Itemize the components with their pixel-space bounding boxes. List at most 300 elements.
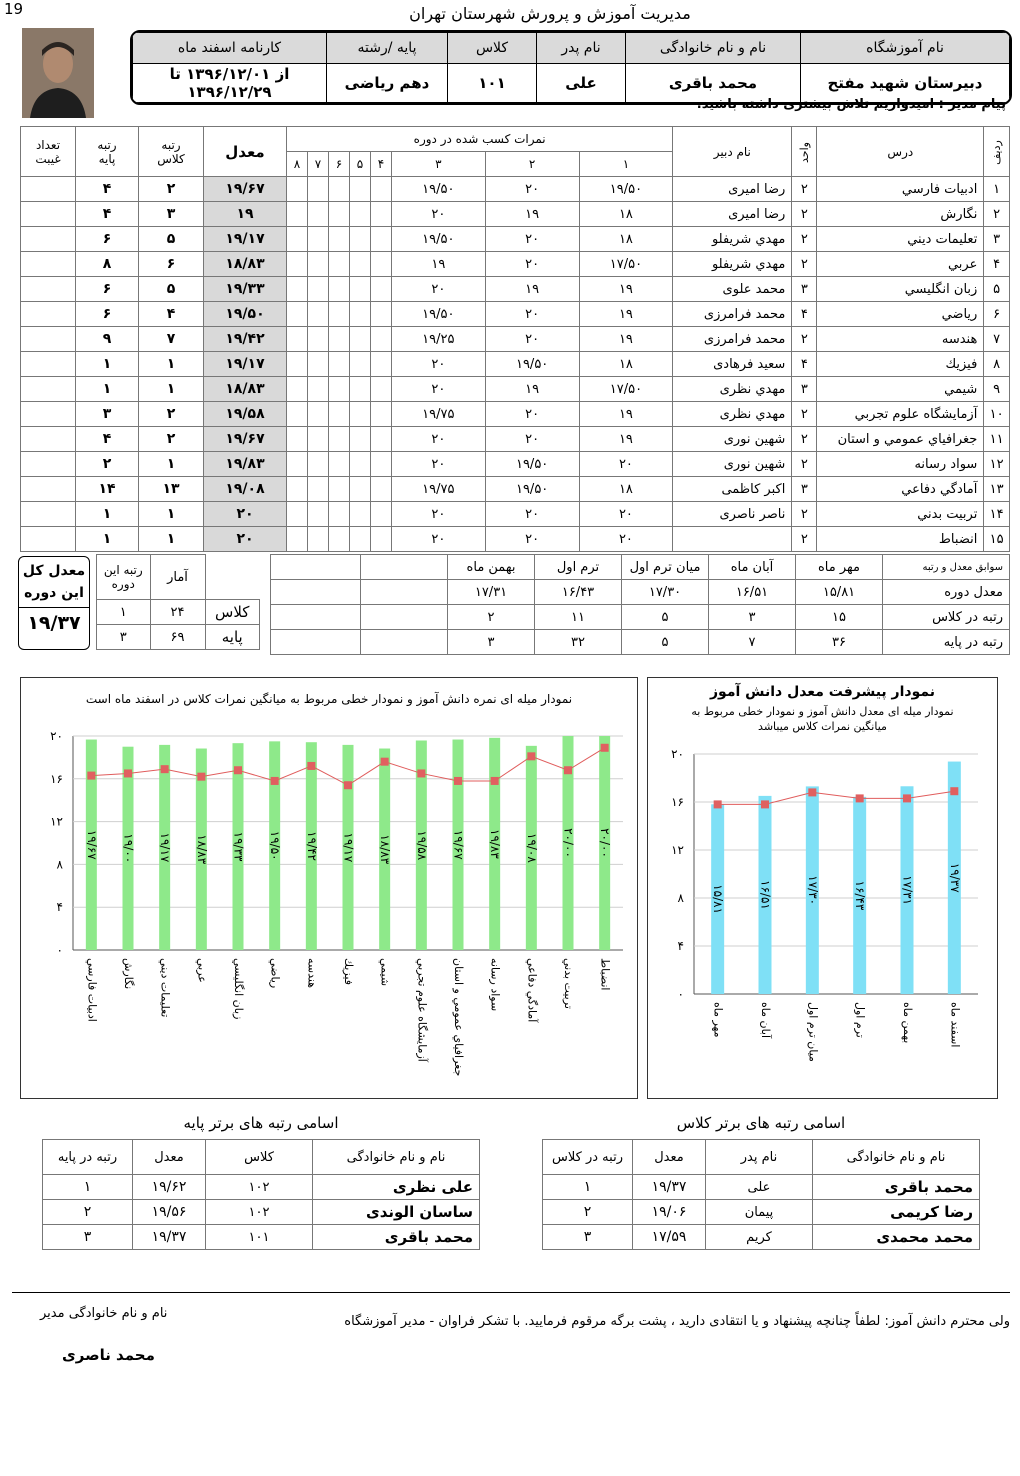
period-grade-5 [349,527,370,552]
period-grade-6 [328,377,349,402]
history-row-label: رتبه در کلاس [883,605,1010,630]
history-month-3: میان ترم اول [622,555,709,580]
x-tick-label: آبان ماه [759,1002,772,1039]
col-absence: تعداد غیبت [21,127,76,177]
period-grade-1: ۱۹ [579,402,673,427]
top-row [543,1175,980,1200]
period-grade-2: ۱۹/۵۰ [485,452,579,477]
subject-name: تعليمات ديني [817,227,984,252]
period-grade-4 [370,302,391,327]
period-8-header: ۸ [287,152,308,177]
units: ۲ [792,327,817,352]
history-corner: سوابق معدل و رتبه [883,555,1010,580]
class-average-marker [307,762,315,770]
top-rank: ۳ [543,1225,633,1250]
period-grade-1: ۱۸ [579,202,673,227]
grade-rank: ۳ [76,402,139,427]
period-grade-2: ۱۹ [485,202,579,227]
top-name: محمد محمدی [813,1225,980,1250]
history-value: ۱۷/۳۱ [448,580,535,605]
absence-count [21,177,76,202]
bar-value-label: ۱۷/۳۰ [805,875,820,906]
bar-value-label: ۱۹/۱۷ [158,832,173,863]
bar-value-label: ۱۹/۳۳ [231,831,246,862]
top-class-header-average: معدل [633,1140,706,1175]
history-value [361,605,448,630]
top-class-header-father: نام پدر [706,1140,813,1175]
subject-average: ۱۹/۱۷ [204,352,287,377]
bar-value-label: ۱۹/۱۷ [341,832,356,863]
period-grade-2: ۱۹/۵۰ [485,477,579,502]
class-rank: ۱ [139,527,204,552]
period-grade-1: ۱۷/۵۰ [579,252,673,277]
subject-name: زبان انگليسي [817,277,984,302]
class-average-marker [234,766,242,774]
class-average-marker [950,787,958,795]
period-grade-7 [308,502,329,527]
history-value: ۱۵ [796,605,883,630]
top-row [543,1225,980,1250]
col-row: ردیف [984,127,1010,177]
father-name-label: نام پدر [537,33,626,64]
class-rank: ۵ [139,277,204,302]
period-grade-3: ۲۰ [391,502,485,527]
subject-name: عربي [817,252,984,277]
period-grade-5 [349,227,370,252]
y-tick-label: ۸ [677,891,684,905]
absence-count [21,277,76,302]
row-number: ۹ [984,377,1010,402]
period-grade-2: ۱۹/۵۰ [485,352,579,377]
period-grade-2: ۲۰ [485,327,579,352]
student-name-label: نام و نام خانوادگی [626,33,801,64]
class-average-marker [527,752,535,760]
period-grade-5 [349,327,370,352]
father-name-value: علی [537,64,626,103]
top-name: محمد باقری [313,1225,480,1250]
grade-rank: ۴ [76,177,139,202]
subject-average: ۱۹/۵۰ [204,302,287,327]
total-average-label-1: معدل کل [22,563,86,579]
absence-count [21,377,76,402]
top-average: ۱۷/۵۹ [633,1225,706,1250]
top-row [43,1225,480,1250]
manager-message: پیام مدیر : امیدواریم تلاش بیشتری داشته باشید. [696,97,1006,112]
row-number: ۱۰ [984,402,1010,427]
class-rank: ۶ [139,252,204,277]
period-4-header: ۴ [370,152,391,177]
grade-rank: ۳ [97,625,151,650]
period-grade-8 [287,527,308,552]
grade-row [21,252,1010,277]
x-tick-label: میان ترم اول [806,1002,820,1062]
period-grade-6 [328,427,349,452]
period-grade-7 [308,352,329,377]
class-rank: ۵ [139,227,204,252]
history-month-1: مهر ماه [796,555,883,580]
class-average-marker [491,777,499,785]
col-units: واحد [792,127,817,177]
row-number: ۳ [984,227,1010,252]
period-grade-5 [349,377,370,402]
subject-name: تربيت بدني [817,502,984,527]
bar-value-label: ۱۶/۵۱ [758,880,773,910]
grade-row [21,352,1010,377]
grades-table [20,126,1010,552]
top-grade-table [42,1139,480,1250]
subject-name: سواد رسانه [817,452,984,477]
units: ۳ [792,477,817,502]
period-grade-5 [349,302,370,327]
history-value: ۵ [622,630,709,655]
period-grade-7 [308,402,329,427]
period-5-header: ۵ [349,152,370,177]
x-tick-label: آمادگي دفاعي [525,958,539,1023]
row-number: ۴ [984,252,1010,277]
subject-average: ۱۸/۸۳ [204,377,287,402]
y-tick-label: ۲۰ [50,729,63,743]
class-average-marker [417,769,425,777]
period-grade-4 [370,527,391,552]
top-rank: ۳ [43,1225,133,1250]
field-label: پایه /رشته [327,33,448,64]
period-grade-8 [287,252,308,277]
class-average-marker [87,772,95,780]
period-grade-1: ۱۷/۵۰ [579,377,673,402]
class-rank: ۱ [97,600,151,625]
history-value: ۳۶ [796,630,883,655]
top-rank: ۱ [43,1175,133,1200]
subject-name: فيزيك [817,352,984,377]
top-average: ۱۹/۳۷ [133,1225,206,1250]
student-name-value: محمد باقری [626,64,801,103]
period-grade-6 [328,452,349,477]
class-rank: ۷ [139,327,204,352]
subject-name: هندسه [817,327,984,352]
row-number: ۲ [984,202,1010,227]
grade-row [21,527,1010,552]
x-tick-label: نگارش [122,958,135,990]
history-month-4: ترم اول [535,555,622,580]
period-grade-8 [287,352,308,377]
grade-row [21,377,1010,402]
absence-count [21,427,76,452]
subject-average: ۱۹ [204,202,287,227]
period-grade-2: ۱۹ [485,277,579,302]
report-period-label: کارنامه اسفند ماه [133,33,327,64]
subject-average: ۱۹/۴۲ [204,327,287,352]
col-period-grades: نمرات کسب شده در دوره [287,127,673,152]
period-grade-1: ۲۰ [579,502,673,527]
period-grade-3: ۱۹/۵۰ [391,177,485,202]
col-class-rank: رتبه کلاس [139,127,204,177]
history-value: ۵ [622,605,709,630]
absence-count [21,252,76,277]
bar-value-label: ۱۵/۸۱ [711,884,726,915]
top-second: علی [706,1175,813,1200]
y-tick-label: ۱۶ [671,795,684,809]
period-grade-3: ۲۰ [391,352,485,377]
period-grade-2: ۲۰ [485,252,579,277]
top-average: ۱۹/۶۲ [133,1175,206,1200]
subject-average: ۱۹/۶۷ [204,427,287,452]
top-row [43,1200,480,1225]
period-grade-4 [370,277,391,302]
history-value: ۳ [448,630,535,655]
period-grade-3: ۲۰ [391,527,485,552]
grade-rank: ۹ [76,327,139,352]
period-grade-7 [308,477,329,502]
period-grade-7 [308,452,329,477]
grade-rank: ۱۴ [76,477,139,502]
subject-name: نگارش [817,202,984,227]
period-2-header: ۲ [485,152,579,177]
row-number: ۱۳ [984,477,1010,502]
teacher-name: مهدي نظری [673,377,792,402]
class-rank: ۱ [139,452,204,477]
history-month-5: بهمن ماه [448,555,535,580]
subject-chart-panel [20,677,638,1099]
bar-value-label: ۱۹/۶۷ [84,829,99,860]
period-grade-6 [328,502,349,527]
history-value [271,580,361,605]
class-average-marker [197,773,205,781]
absence-count [21,202,76,227]
top-average: ۱۹/۰۶ [633,1200,706,1225]
period-grade-1: ۱۹ [579,302,673,327]
period-grade-2: ۲۰ [485,227,579,252]
grade-rank: ۱ [76,502,139,527]
teacher-name [673,527,792,552]
period-grade-3: ۲۰ [391,377,485,402]
subject-average: ۱۹/۳۳ [204,277,287,302]
teacher-name: محمد فرامرزی [673,327,792,352]
history-value [361,580,448,605]
absence-count [21,327,76,352]
period-grade-6 [328,477,349,502]
period-grade-6 [328,352,349,377]
period-grade-4 [370,477,391,502]
grade-rank: ۴ [76,427,139,452]
class-rank: ۲ [139,177,204,202]
period-grade-3: ۲۰ [391,452,485,477]
period-grade-8 [287,227,308,252]
period-grade-1: ۲۰ [579,527,673,552]
period-grade-5 [349,177,370,202]
period-6-header: ۶ [328,152,349,177]
period-1-header: ۱ [579,152,673,177]
grade-row [21,177,1010,202]
class-row-label: کلاس [205,600,260,625]
x-tick-label: مهر ماه [711,1002,725,1038]
absence-count [21,302,76,327]
class-average-marker [454,777,462,785]
history-value: ۲ [448,605,535,630]
period-grade-7 [308,277,329,302]
top-class-table [542,1139,980,1250]
units: ۲ [792,527,817,552]
rank-summary-table [96,554,260,650]
grade-row [21,302,1010,327]
student-photo [22,28,94,118]
class-average-marker [856,794,864,802]
manager-signature-label: نام و نام خانوادگی مدیر [40,1306,168,1321]
report-header [130,30,1012,105]
period-grade-8 [287,377,308,402]
period-grade-3: ۱۹/۷۵ [391,402,485,427]
period-grade-4 [370,327,391,352]
x-tick-label: اسفند ماه [948,1002,962,1048]
y-tick-label: ۸ [56,857,63,872]
period-grade-7 [308,302,329,327]
period-3-header: ۳ [391,152,485,177]
grade-row [21,452,1010,477]
period-grade-1: ۱۹ [579,277,673,302]
class-rank: ۱ [139,502,204,527]
absence-count [21,527,76,552]
period-grade-5 [349,252,370,277]
x-tick-label: فيزيك [342,958,355,985]
history-value: ۱۶/۴۳ [535,580,622,605]
teacher-name: مهدي نظری [673,402,792,427]
history-row-label: رتبه در پایه [883,630,1010,655]
class-value: ۱۰۱ [448,64,537,103]
school-label: نام آموزشگاه [801,33,1010,64]
bar-value-label: ۱۶/۴۳ [853,880,868,911]
subject-average: ۱۹/۰۸ [204,477,287,502]
period-grade-6 [328,202,349,227]
top-second: کریم [706,1225,813,1250]
history-value: ۱۱ [535,605,622,630]
total-average-value: ۱۹/۳۷ [19,607,89,634]
row-number: ۱ [984,177,1010,202]
col-average: معدل [204,127,287,177]
period-grade-2: ۲۰ [485,177,579,202]
units: ۲ [792,427,817,452]
top-name: محمد باقری [813,1175,980,1200]
units: ۲ [792,402,817,427]
teacher-name: رضا اميری [673,202,792,227]
absence-count [21,352,76,377]
period-grade-8 [287,177,308,202]
school-value: دبیرستان شهید مفتح [801,64,1010,103]
row-number: ۵ [984,277,1010,302]
bar-value-label: ۱۹/۴۲ [304,831,319,862]
period-grade-6 [328,527,349,552]
period-grade-1: ۲۰ [579,452,673,477]
top-second: ۱۰۲ [206,1200,313,1225]
y-tick-label: ۰ [677,987,684,1001]
subject-average: ۲۰ [204,502,287,527]
history-value: ۱۶/۵۱ [709,580,796,605]
class-rank: ۲ [139,427,204,452]
period-grade-8 [287,477,308,502]
bar-value-label: ۲۰/۰۰ [561,828,576,858]
period-grade-4 [370,227,391,252]
history-table [270,554,1010,655]
units: ۴ [792,352,817,377]
class-rank: ۱ [139,352,204,377]
x-tick-label: تعليمات ديني [158,958,172,1018]
period-grade-6 [328,227,349,252]
period-grade-8 [287,327,308,352]
top-average: ۱۹/۵۶ [133,1200,206,1225]
row-number: ۱۱ [984,427,1010,452]
top-second: ۱۰۱ [206,1225,313,1250]
grade-rank: ۶ [76,227,139,252]
top-class-title: اسامی رتبه های برتر کلاس [676,1114,846,1132]
period-grade-8 [287,277,308,302]
class-rank: ۱۳ [139,477,204,502]
period-grade-1: ۱۸ [579,477,673,502]
period-grade-6 [328,327,349,352]
subject-name: آزمايشگاه علوم تجربي [817,402,984,427]
units: ۳ [792,277,817,302]
history-row [271,580,1010,605]
period-grade-8 [287,452,308,477]
y-tick-label: ۱۶ [50,771,63,786]
units: ۲ [792,502,817,527]
bar-value-label: ۱۹/۶۷ [451,829,466,860]
period-grade-1: ۱۸ [579,352,673,377]
period-grade-7 [308,202,329,227]
footer-divider [12,1292,1010,1293]
teacher-name: اکبر کاظمی [673,477,792,502]
col-teacher: نام دبیر [673,127,792,177]
period-grade-5 [349,202,370,227]
x-tick-label: ادبيات فارسي [85,958,99,1022]
units: ۳ [792,377,817,402]
grade-row-label: پایه [205,625,260,650]
x-tick-label: زبان انگليسي [232,958,245,1020]
class-average-marker [761,800,769,808]
y-tick-label: ۱۲ [671,843,684,857]
top-grade-title: اسامی رتبه های برتر پایه [183,1114,339,1132]
top-average: ۱۹/۳۷ [633,1175,706,1200]
period-grade-6 [328,402,349,427]
period-grade-5 [349,427,370,452]
period-grade-4 [370,377,391,402]
period-grade-3: ۱۹/۲۵ [391,327,485,352]
y-tick-label: ۰ [56,943,63,957]
absence-count [21,402,76,427]
period-grade-6 [328,277,349,302]
class-average-marker [271,777,279,785]
progress-chart-subtitle: نمودار میله ای معدل دانش آموز و نمودار خطی مربوط به میانگین نمرات کلاس میباشد [691,705,954,733]
period-grade-4 [370,177,391,202]
period-7-header: ۷ [308,152,329,177]
subject-average: ۱۹/۸۳ [204,452,287,477]
subject-average: ۱۹/۵۸ [204,402,287,427]
period-grade-3: ۲۰ [391,277,485,302]
period-grade-2: ۲۰ [485,302,579,327]
units: ۲ [792,452,817,477]
top-rank: ۱ [543,1175,633,1200]
period-grade-8 [287,402,308,427]
period-grade-6 [328,302,349,327]
bar-value-label: ۱۹/۳۷ [947,862,962,893]
history-value [361,630,448,655]
units: ۲ [792,202,817,227]
period-grade-3: ۱۹/۵۰ [391,302,485,327]
period-grade-7 [308,177,329,202]
period-grade-1: ۱۹ [579,327,673,352]
bar-value-label: ۱۹/۰۸ [524,833,539,863]
class-average-marker [903,794,911,802]
progress-chart-title: نمودار پیشرفت معدل دانش آموز [709,684,935,700]
class-average-marker [714,800,722,808]
report-period-value: از ۱۳۹۶/۱۲/۰۱ تا ۱۳۹۶/۱۲/۲۹ [133,64,327,103]
